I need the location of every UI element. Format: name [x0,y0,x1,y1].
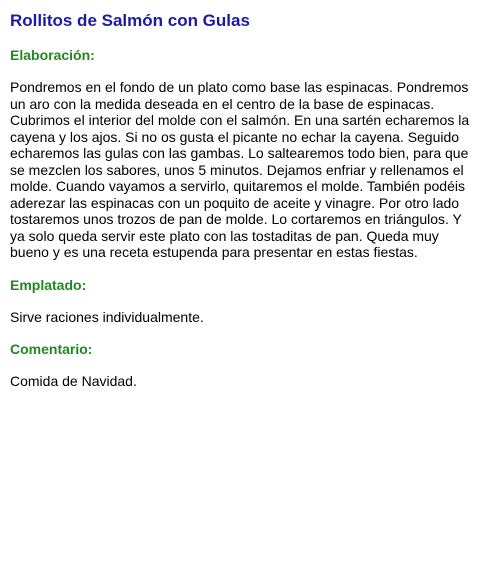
section-comentario [10,340,479,390]
recipe-title: Rollitos de Salmón con Gulas [10,11,250,30]
section-heading-elaboracion: Elaboración: [10,47,95,63]
section-emplatado [10,276,479,326]
section-heading-comentario: Comentario: [10,341,93,357]
section-heading-emplatado: Emplatado: [10,276,87,293]
section-text-emplatado: Sirve raciones individualmente. [10,308,204,325]
section-text-comentario: Comida de Navidad. [10,373,137,389]
section-elaboracion [10,46,479,261]
section-text-elaboracion: Pondremos en el fondo de un plato como base las espinacas. Pondremos un aro con la medida deseada en el centro de la base de espinacas. Cubrimos el interior del molde con el salmón. En una sartén echaremos la cayena y los ajos. Si no os gusta el picante no echar la cayena. Seguido echaremos las gulas con las gambas. Lo saltearemos todo bien, para que se mezclen los sabores, unos 5 minutos. Dejamos enfriar y rellenamos el molde. Cuando vayamos a servirlo, quitaremos el molde. También podéis aderezar las espinacas con un poquito de aceite y vinagre. Por otro lado tostaremos unos trozos de pan de molde. Lo cortaremos en triángulos. Y ya solo queda servir este plato con las tostaditas de pan. Queda muy bueno y es una receta estupenda para presentar en estas fiestas. [10,79,470,260]
